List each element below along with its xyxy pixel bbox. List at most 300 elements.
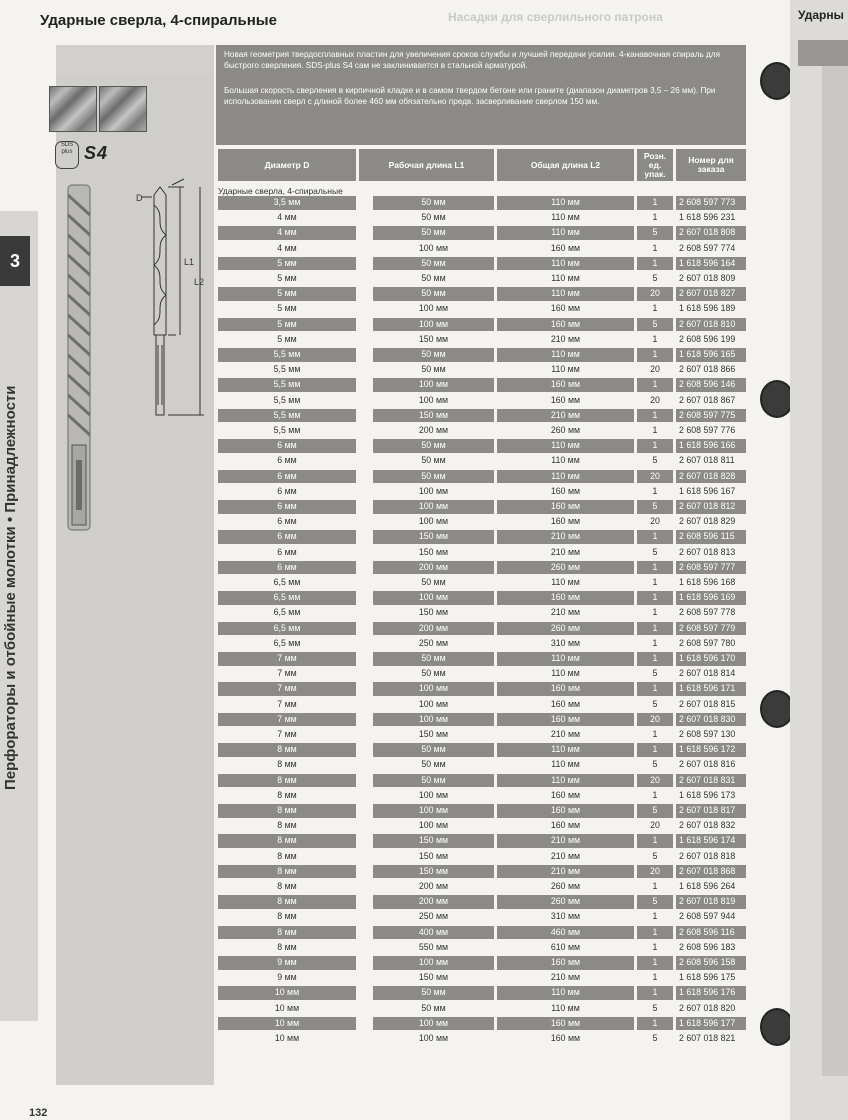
cell-working-length: 250 мм — [418, 911, 449, 922]
cell-working-length: 100 мм — [373, 591, 494, 605]
product-description — [216, 45, 746, 145]
table-row — [0, 317, 790, 332]
cell-diameter: 8 мм — [277, 789, 297, 800]
cell-order-number: 1 618 596 164 — [676, 257, 746, 271]
cell-total-length: 260 мм — [497, 561, 634, 575]
table-row — [0, 879, 790, 894]
cell-pack: 20 — [637, 865, 673, 879]
column-header-total-length: Общая длина L2 — [497, 149, 634, 181]
cell-order-number: 2 607 018 827 — [676, 287, 746, 301]
cell-working-length: 100 мм — [418, 485, 449, 496]
cell-total-length: 110 мм — [497, 439, 634, 453]
cell-order-number: 1 618 596 174 — [676, 834, 746, 848]
cell-diameter: 8 мм — [277, 911, 297, 922]
concrete-material-icon — [99, 86, 147, 132]
cell-working-length: 100 мм — [418, 820, 449, 831]
cell-diameter: 6 мм — [218, 439, 356, 453]
cell-order-number: 2 608 596 158 — [676, 956, 746, 970]
cell-working-length: 550 мм — [418, 941, 449, 952]
table-row — [0, 773, 790, 788]
cell-total-length: 210 мм — [550, 850, 581, 861]
cell-total-length: 160 мм — [497, 591, 634, 605]
cell-order-number: 2 607 018 808 — [676, 226, 746, 240]
cell-total-length: 310 мм — [550, 911, 581, 922]
cell-total-length: 260 мм — [550, 881, 581, 891]
cell-pack: 20 — [650, 364, 660, 375]
table-row — [0, 955, 790, 970]
cell-total-length: 110 мм — [497, 986, 634, 1000]
cell-working-length: 50 мм — [421, 759, 446, 770]
cell-diameter: 8 мм — [277, 881, 297, 891]
cell-working-length: 100 мм — [373, 500, 494, 514]
cell-working-length: 100 мм — [418, 1033, 449, 1043]
cell-order-number: 1 618 596 264 — [679, 881, 736, 891]
cell-diameter: 6,5 мм — [218, 591, 356, 605]
cell-order-number: 1 618 596 169 — [676, 591, 746, 605]
table-row — [0, 408, 790, 423]
cell-working-length: 200 мм — [373, 895, 494, 909]
cell-working-length: 100 мм — [373, 713, 494, 727]
cell-pack: 5 — [652, 455, 658, 466]
cell-total-length: 160 мм — [550, 242, 581, 253]
brick-material-icon — [49, 86, 97, 132]
table-row — [0, 241, 790, 256]
cell-order-number: 2 607 018 819 — [676, 895, 746, 909]
binder-ring-hole — [760, 380, 794, 418]
cell-order-number: 2 607 018 831 — [676, 774, 746, 788]
cell-total-length: 160 мм — [497, 713, 634, 727]
cell-working-length: 50 мм — [373, 257, 494, 271]
bleed-through-text: Насадки для сверлильного патрона — [448, 10, 663, 24]
cell-order-number: 2 608 597 944 — [679, 911, 736, 922]
cell-pack: 5 — [652, 273, 658, 283]
cell-pack: 5 — [652, 668, 658, 679]
cell-total-length: 110 мм — [497, 287, 634, 301]
table-row — [0, 377, 790, 392]
cell-diameter: 5,5 мм — [273, 394, 301, 405]
cell-pack: 1 — [637, 682, 673, 696]
cell-order-number: 1 618 596 165 — [676, 348, 746, 362]
cell-working-length: 150 мм — [418, 546, 449, 557]
cell-diameter: 3,5 мм — [218, 196, 356, 210]
cell-diameter: 4 мм — [277, 212, 297, 223]
cell-working-length: 50 мм — [421, 273, 446, 283]
cell-pack: 1 — [652, 607, 658, 618]
cell-order-number: 2 608 596 146 — [676, 378, 746, 392]
cell-total-length: 110 мм — [497, 257, 634, 271]
table-row — [0, 347, 790, 362]
cell-order-number: 2 607 018 832 — [679, 820, 736, 831]
cell-pack: 5 — [652, 698, 658, 709]
table-row — [0, 757, 790, 772]
cell-diameter: 6 мм — [277, 485, 297, 496]
cell-working-length: 50 мм — [373, 439, 494, 453]
cell-order-number: 1 618 596 166 — [676, 439, 746, 453]
cell-total-length: 110 мм — [497, 196, 634, 210]
cell-working-length: 150 мм — [373, 530, 494, 544]
table-row — [0, 393, 790, 408]
cell-total-length: 110 мм — [551, 759, 580, 770]
cell-total-length: 110 мм — [551, 455, 580, 466]
cell-pack: 1 — [652, 911, 658, 922]
cell-order-number: 1 618 596 175 — [679, 972, 736, 983]
cell-total-length: 110 мм — [551, 1002, 580, 1013]
adjacent-page — [790, 0, 848, 1120]
table-row — [0, 575, 790, 590]
table-row — [0, 271, 790, 286]
cell-order-number: 1 618 596 171 — [676, 682, 746, 696]
cell-diameter: 9 мм — [218, 956, 356, 970]
cell-working-length: 100 мм — [373, 318, 494, 332]
table-row — [0, 864, 790, 879]
cell-pack: 5 — [637, 500, 673, 514]
table-row — [0, 833, 790, 848]
cell-diameter: 6,5 мм — [218, 622, 356, 636]
cell-order-number: 2 607 018 818 — [679, 850, 736, 861]
cell-working-length: 150 мм — [418, 972, 449, 983]
cell-pack: 1 — [652, 425, 658, 435]
cell-pack: 1 — [637, 652, 673, 666]
page-title: Ударные сверла, 4-спиральные — [40, 12, 277, 29]
cell-total-length: 160 мм — [497, 682, 634, 696]
cell-pack: 1 — [637, 439, 673, 453]
table-row — [0, 286, 790, 301]
cell-order-number: 2 608 597 778 — [679, 607, 736, 618]
cell-order-number: 1 618 596 172 — [676, 743, 746, 757]
cell-total-length: 110 мм — [497, 652, 634, 666]
column-header-order: Номер для заказа — [676, 149, 746, 181]
cell-order-number: 2 607 018 815 — [679, 698, 736, 709]
cell-working-length: 100 мм — [418, 394, 449, 405]
cell-order-number: 2 608 597 773 — [676, 196, 746, 210]
cell-total-length: 210 мм — [550, 972, 581, 983]
cell-diameter: 5,5 мм — [273, 364, 301, 375]
cell-total-length: 110 мм — [551, 668, 580, 679]
cell-pack: 1 — [637, 834, 673, 848]
cell-total-length: 460 мм — [497, 926, 634, 940]
cell-order-number: 2 608 597 130 — [679, 729, 736, 739]
cell-diameter: 8 мм — [218, 743, 356, 757]
cell-working-length: 200 мм — [373, 561, 494, 575]
table-row — [0, 453, 790, 468]
cell-total-length: 160 мм — [550, 303, 581, 314]
cell-total-length: 160 мм — [497, 956, 634, 970]
cell-pack: 1 — [637, 956, 673, 970]
cell-pack: 1 — [652, 881, 658, 891]
cell-pack: 5 — [652, 546, 658, 557]
cell-total-length: 210 мм — [497, 834, 634, 848]
cell-pack: 1 — [652, 577, 658, 587]
table-group-label: Ударные сверла, 4-спиральные — [218, 186, 343, 196]
cell-total-length: 160 мм — [550, 820, 581, 831]
table-row — [0, 651, 790, 666]
cell-diameter: 5,5 мм — [218, 348, 356, 362]
cell-pack: 1 — [637, 986, 673, 1000]
cell-pack: 5 — [652, 1033, 658, 1043]
cell-order-number: 2 607 018 811 — [679, 455, 735, 466]
adjacent-page-title: Ударны — [798, 8, 844, 22]
cell-order-number: 2 607 018 809 — [679, 273, 736, 283]
cell-total-length: 110 мм — [497, 470, 634, 484]
cell-order-number: 2 607 018 821 — [679, 1033, 736, 1043]
label-l1: L1 — [184, 257, 195, 267]
cell-diameter: 5 мм — [277, 333, 297, 344]
table-row — [0, 195, 790, 210]
cell-order-number: 2 607 018 866 — [679, 364, 736, 375]
cell-order-number: 2 608 596 115 — [676, 530, 746, 544]
cell-working-length: 50 мм — [373, 196, 494, 210]
cell-order-number: 1 618 596 176 — [676, 986, 746, 1000]
cell-order-number: 1 618 596 173 — [679, 789, 736, 800]
cell-diameter: 6 мм — [277, 455, 297, 466]
cell-diameter: 7 мм — [218, 652, 356, 666]
cell-total-length: 160 мм — [497, 500, 634, 514]
table-row — [0, 1001, 790, 1016]
cell-order-number: 2 608 597 779 — [676, 622, 746, 636]
cell-order-number: 2 607 018 830 — [676, 713, 746, 727]
table-row — [0, 256, 790, 271]
cell-pack: 20 — [650, 516, 660, 527]
sds-plus-icon: SDS plus — [55, 141, 79, 169]
cell-working-length: 100 мм — [373, 378, 494, 392]
adjacent-header-bar — [798, 40, 848, 66]
table-row — [0, 469, 790, 484]
cell-diameter: 8 мм — [277, 820, 297, 831]
cell-order-number: 1 618 596 170 — [676, 652, 746, 666]
cell-total-length: 310 мм — [550, 637, 581, 648]
cell-working-length: 150 мм — [418, 850, 449, 861]
cell-order-number: 2 607 018 868 — [676, 865, 746, 879]
cell-total-length: 160 мм — [550, 485, 581, 496]
cell-total-length: 110 мм — [551, 212, 580, 223]
binder-ring-hole — [760, 1008, 794, 1046]
cell-working-length: 400 мм — [373, 926, 494, 940]
cell-working-length: 150 мм — [418, 607, 449, 618]
table-row — [0, 681, 790, 696]
cell-order-number: 1 618 596 177 — [676, 1017, 746, 1031]
cell-working-length: 150 мм — [373, 409, 494, 423]
table-row — [0, 423, 790, 438]
section-title-vertical: Перфораторы и отбойные молотки • Принадлежности — [2, 385, 19, 790]
cell-pack: 1 — [652, 789, 658, 800]
cell-pack: 1 — [652, 941, 658, 952]
cell-pack: 1 — [652, 303, 658, 314]
cell-diameter: 8 мм — [218, 834, 356, 848]
cell-working-length: 50 мм — [421, 668, 446, 679]
table-row — [0, 849, 790, 864]
table-row — [0, 621, 790, 636]
page-number: 132 — [29, 1107, 48, 1119]
cell-pack: 1 — [652, 333, 658, 344]
cell-total-length: 110 мм — [551, 273, 580, 283]
cell-order-number: 2 607 018 828 — [676, 470, 746, 484]
cell-total-length: 210 мм — [550, 333, 581, 344]
cell-working-length: 50 мм — [373, 348, 494, 362]
table-row — [0, 666, 790, 681]
table-row — [0, 529, 790, 544]
cell-working-length: 200 мм — [418, 881, 449, 891]
table-row — [0, 1031, 790, 1046]
table-row — [0, 438, 790, 453]
table-row — [0, 925, 790, 940]
column-header-pack: Розн. ед. упак. — [637, 149, 673, 181]
cell-diameter: 8 мм — [218, 895, 356, 909]
cell-diameter: 5 мм — [218, 257, 356, 271]
table-row — [0, 560, 790, 575]
cell-working-length: 50 мм — [421, 577, 446, 587]
table-row — [0, 499, 790, 514]
table-row — [0, 545, 790, 560]
cell-order-number: 2 607 018 810 — [676, 318, 746, 332]
cell-working-length: 50 мм — [421, 212, 446, 223]
table-row — [0, 894, 790, 909]
binder-ring-hole — [760, 62, 794, 100]
table-row — [0, 590, 790, 605]
cell-pack: 1 — [637, 530, 673, 544]
cell-order-number: 2 608 597 777 — [676, 561, 746, 575]
cell-pack: 1 — [652, 637, 658, 648]
cell-working-length: 100 мм — [373, 1017, 494, 1031]
cell-total-length: 110 мм — [497, 743, 634, 757]
cell-total-length: 260 мм — [497, 895, 634, 909]
cell-pack: 5 — [652, 1002, 658, 1013]
cell-pack: 5 — [652, 759, 658, 770]
cell-pack: 1 — [652, 729, 658, 739]
cell-order-number: 1 618 596 231 — [679, 212, 736, 223]
cell-working-length: 100 мм — [373, 682, 494, 696]
cell-order-number: 2 608 597 776 — [679, 425, 736, 435]
table-row — [0, 742, 790, 757]
cell-pack: 1 — [652, 972, 658, 983]
cell-pack: 5 — [637, 318, 673, 332]
cell-pack: 1 — [637, 196, 673, 210]
cell-diameter: 6 мм — [218, 470, 356, 484]
description-paragraph-1: Новая геометрия твердосплавных пластин для увеличения сроков службы и лучшей передачи усилия. 4-канавочная спираль для быстрого сверления. SDS-plus S4 сам не заклинивается в стальной арматурой. — [224, 50, 721, 70]
cell-working-length: 50 мм — [373, 287, 494, 301]
cell-pack: 1 — [637, 591, 673, 605]
cell-diameter: 6 мм — [218, 500, 356, 514]
cell-diameter: 5 мм — [218, 318, 356, 332]
cell-diameter: 7 мм — [277, 729, 297, 739]
label-d: D — [136, 193, 143, 203]
cell-order-number: 2 608 596 116 — [676, 926, 746, 940]
cell-pack: 5 — [637, 895, 673, 909]
cell-diameter: 8 мм — [277, 941, 297, 952]
cell-order-number: 2 607 018 812 — [676, 500, 746, 514]
cell-diameter: 7 мм — [218, 713, 356, 727]
cell-diameter: 7 мм — [277, 698, 297, 709]
cell-total-length: 110 мм — [551, 577, 580, 587]
cell-working-length: 100 мм — [373, 956, 494, 970]
cell-pack: 1 — [637, 409, 673, 423]
cell-total-length: 210 мм — [550, 729, 581, 739]
table-row — [0, 970, 790, 985]
cell-working-length: 100 мм — [373, 804, 494, 818]
cell-pack: 1 — [652, 485, 658, 496]
cell-diameter: 8 мм — [218, 804, 356, 818]
table-row — [0, 940, 790, 955]
cell-diameter: 6 мм — [277, 546, 297, 557]
model-label: S4 — [84, 143, 109, 163]
cell-total-length: 110 мм — [551, 364, 580, 375]
cell-diameter: 6,5 мм — [273, 637, 301, 648]
cell-working-length: 250 мм — [418, 637, 449, 648]
section-number: 3 — [0, 236, 30, 286]
cell-order-number: 2 608 597 780 — [679, 637, 736, 648]
table-row — [0, 225, 790, 240]
binder-ring-hole — [760, 690, 794, 728]
cell-diameter: 5,5 мм — [218, 378, 356, 392]
cell-pack: 5 — [652, 850, 658, 861]
cell-pack: 20 — [637, 713, 673, 727]
cell-total-length: 110 мм — [497, 226, 634, 240]
cell-diameter: 8 мм — [218, 774, 356, 788]
cell-diameter: 10 мм — [218, 986, 356, 1000]
cell-diameter: 8 мм — [218, 865, 356, 879]
table-row — [0, 636, 790, 651]
cell-order-number: 2 607 018 820 — [679, 1002, 736, 1013]
cell-working-length: 100 мм — [418, 698, 449, 709]
cell-order-number: 2 607 018 867 — [679, 394, 736, 405]
cell-total-length: 210 мм — [497, 530, 634, 544]
cell-diameter: 8 мм — [218, 926, 356, 940]
cell-total-length: 160 мм — [497, 378, 634, 392]
cell-working-length: 50 мм — [373, 743, 494, 757]
cell-working-length: 200 мм — [418, 425, 449, 435]
cell-pack: 1 — [652, 242, 658, 253]
cell-pack: 20 — [637, 470, 673, 484]
cell-pack: 5 — [637, 226, 673, 240]
cell-order-number: 2 608 596 183 — [679, 941, 736, 952]
cell-diameter: 5 мм — [218, 287, 356, 301]
description-paragraph-2: Большая скорость сверления в кирпичной кладке и в самом твердом бетоне или граните (диапазон диаметров 3,5 – 26 мм). При использовании сверл с длиной более 460 мм обязательно предв. засверливание сверлом 150 мм. — [224, 86, 716, 106]
cell-diameter: 8 мм — [277, 850, 297, 861]
cell-order-number: 2 608 596 199 — [679, 333, 736, 344]
cell-total-length: 160 мм — [497, 804, 634, 818]
cell-working-length: 100 мм — [418, 242, 449, 253]
cell-working-length: 100 мм — [418, 516, 449, 527]
table-row — [0, 605, 790, 620]
cell-diameter: 10 мм — [274, 1002, 300, 1013]
cell-order-number: 2 608 597 775 — [676, 409, 746, 423]
cell-diameter: 7 мм — [277, 668, 297, 679]
table-row — [0, 712, 790, 727]
cell-diameter: 4 мм — [277, 242, 297, 253]
cell-pack: 1 — [637, 348, 673, 362]
cell-pack: 20 — [637, 287, 673, 301]
cell-working-length: 50 мм — [373, 470, 494, 484]
cell-total-length: 160 мм — [497, 1017, 634, 1031]
cell-total-length: 610 мм — [550, 941, 581, 952]
cell-pack: 1 — [637, 1017, 673, 1031]
cell-diameter: 4 мм — [218, 226, 356, 240]
cell-diameter: 10 мм — [218, 1017, 356, 1031]
cell-working-length: 100 мм — [418, 789, 449, 800]
cell-pack: 20 — [650, 394, 660, 405]
table-row — [0, 362, 790, 377]
cell-pack: 1 — [637, 743, 673, 757]
cell-order-number: 1 618 596 189 — [679, 303, 736, 314]
cell-working-length: 50 мм — [421, 364, 446, 375]
cell-working-length: 50 мм — [373, 986, 494, 1000]
cell-total-length: 160 мм — [550, 1033, 581, 1043]
label-l2: L2 — [194, 277, 205, 287]
cell-total-length: 160 мм — [497, 318, 634, 332]
cell-pack: 20 — [637, 774, 673, 788]
cell-order-number: 1 618 596 167 — [679, 485, 736, 496]
table-row — [0, 727, 790, 742]
cell-order-number: 2 608 597 774 — [679, 242, 736, 253]
